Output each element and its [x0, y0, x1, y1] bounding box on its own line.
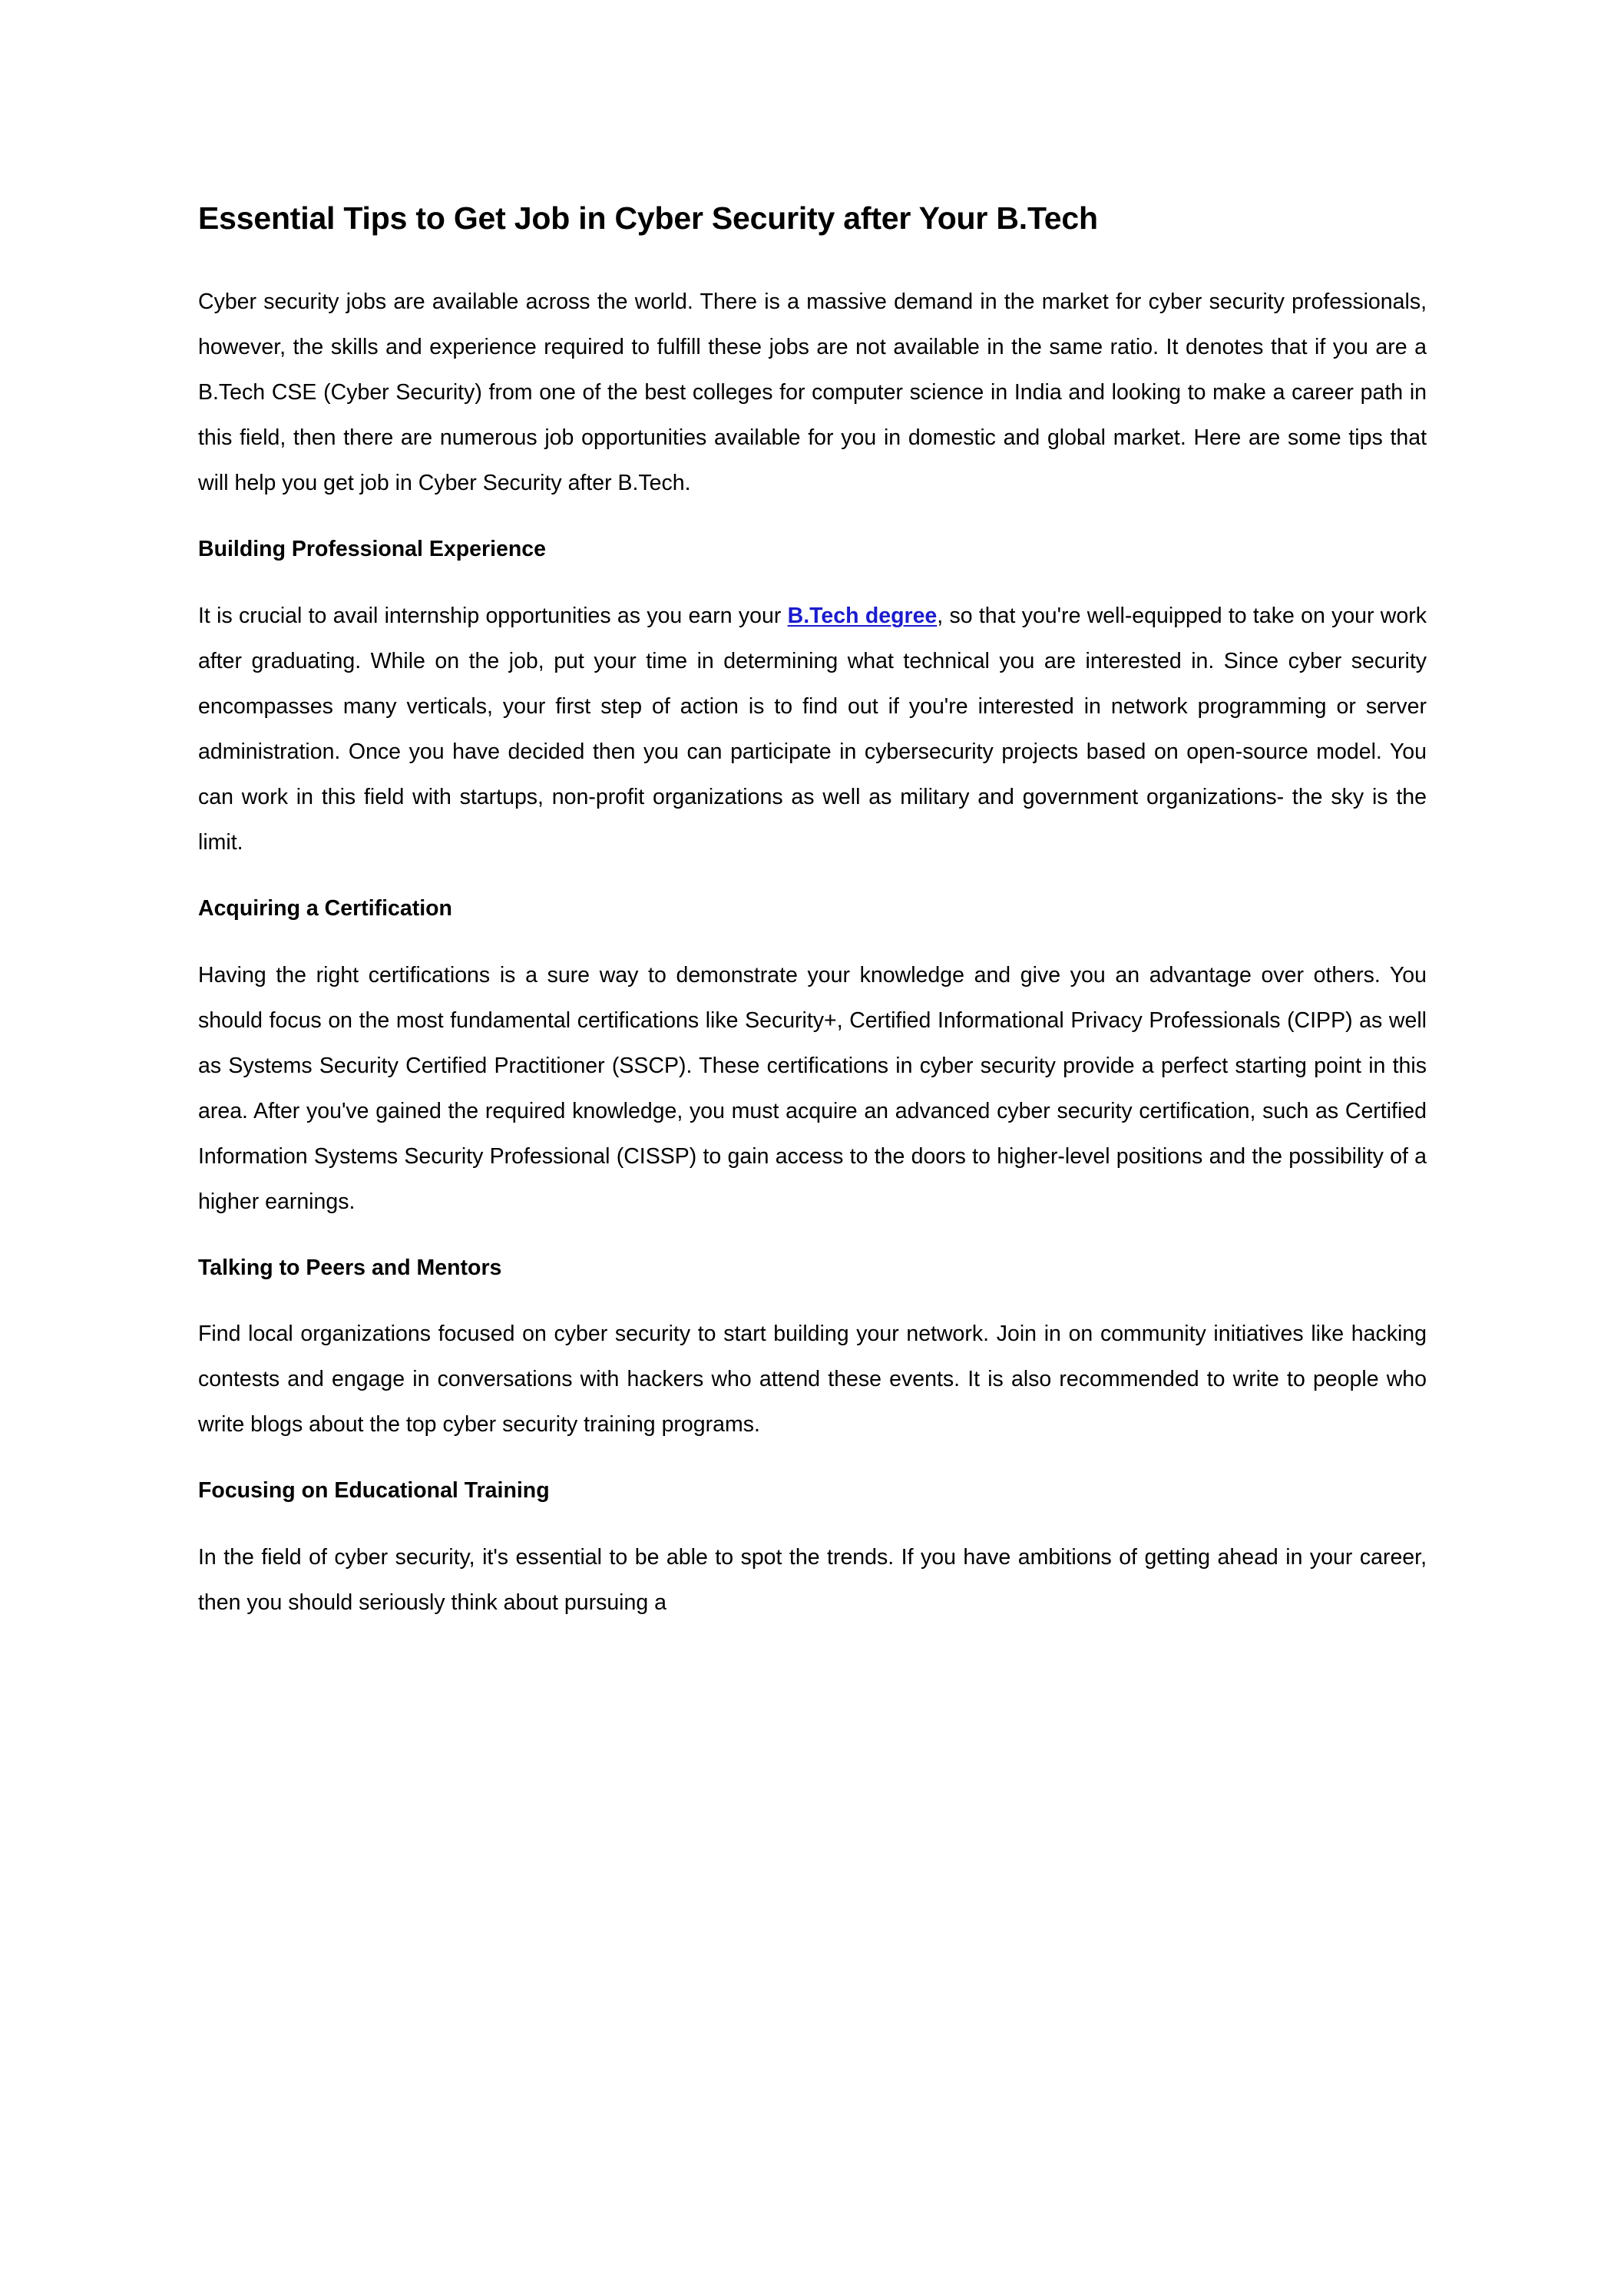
spacer	[198, 1505, 1427, 1535]
section-heading-talking-to-peers-and-mentors: Talking to Peers and Mentors	[198, 1255, 502, 1280]
spacer	[198, 923, 1427, 953]
spacer	[198, 1282, 1427, 1312]
spacer	[198, 506, 1427, 536]
intro-paragraph: Cyber security jobs are available across the world. There is a massive demand in the market for cyber security professionals, however, the skills and experience required to fulfill these jobs are not available in the same ratio. It denotes that if you are a B.Tech CSE (Cyber Security) from one of the best colleges for computer science in India and looking to make a career path in this field, then there are numerous job opportunities available for you in domestic and global market. Here are some tips that will help you get job in Cyber Security after B.Tech.	[198, 289, 1427, 496]
spacer	[198, 1447, 1427, 1477]
section-body-focusing-on-educational-training: In the field of cyber security, it's essential to be able to spot the trends. If you have ambitions of getting ahead in your career, then you should seriously think about pursuing a	[198, 1544, 1427, 1615]
section-heading-building-professional-experience: Building Professional Experience	[198, 537, 546, 562]
spacer	[198, 564, 1427, 594]
section-body-talking-to-peers-and-mentors: Find local organizations focused on cyber security to start building your network. Join in on community initiatives like hacking contests and engage in conversations with hackers who attend these events. It is also recommended to write to people who write blogs about the top cyber security training programs.	[198, 1322, 1427, 1437]
btech-degree-link[interactable]: B.Tech degree	[787, 604, 938, 629]
section-body-building-professional-experience	[198, 594, 1427, 865]
section-heading-acquiring-a-certification: Acquiring a Certification	[198, 896, 452, 921]
spacer	[198, 238, 1427, 280]
paragraph-text-after-link: , so that you're well-equipped to take on your work after graduating. While on the job, put your time in determining what technical you are interested in. Since cyber security encompasses many verticals, your first step of action is to find out if you're interested in network programming or server administration. Once you have decided then you can participate in cybersecurity projects based on open-source model. You can work in this field with startups, non-profit organizations as well as military and government organizations- the sky is the limit.	[198, 604, 1427, 855]
section-body-acquiring-a-certification: Having the right certifications is a sure way to demonstrate your knowledge and give you an advantage over others. You should focus on the most fundamental certifications like Security+, Certified Informational Privacy Professionals (CIPP) as well as Systems Security Certified Practitioner (SSCP). These certifications in cyber security provide a perfect starting point in this area. After you've gained the required knowledge, you must acquire an advanced cyber security certification, such as Certified Information Systems Security Professional (CISSP) to gain access to the doors to higher-level positions and the possibility of a higher earnings.	[198, 962, 1427, 1214]
spacer	[198, 1225, 1427, 1255]
document-content	[198, 198, 1427, 1626]
spacer	[198, 865, 1427, 895]
page-title: Essential Tips to Get Job in Cyber Security after Your B.Tech	[198, 200, 1098, 236]
paragraph-text-before-link: It is crucial to avail internship opportunities as you earn your	[198, 604, 788, 629]
section-heading-focusing-on-educational-training: Focusing on Educational Training	[198, 1478, 550, 1504]
